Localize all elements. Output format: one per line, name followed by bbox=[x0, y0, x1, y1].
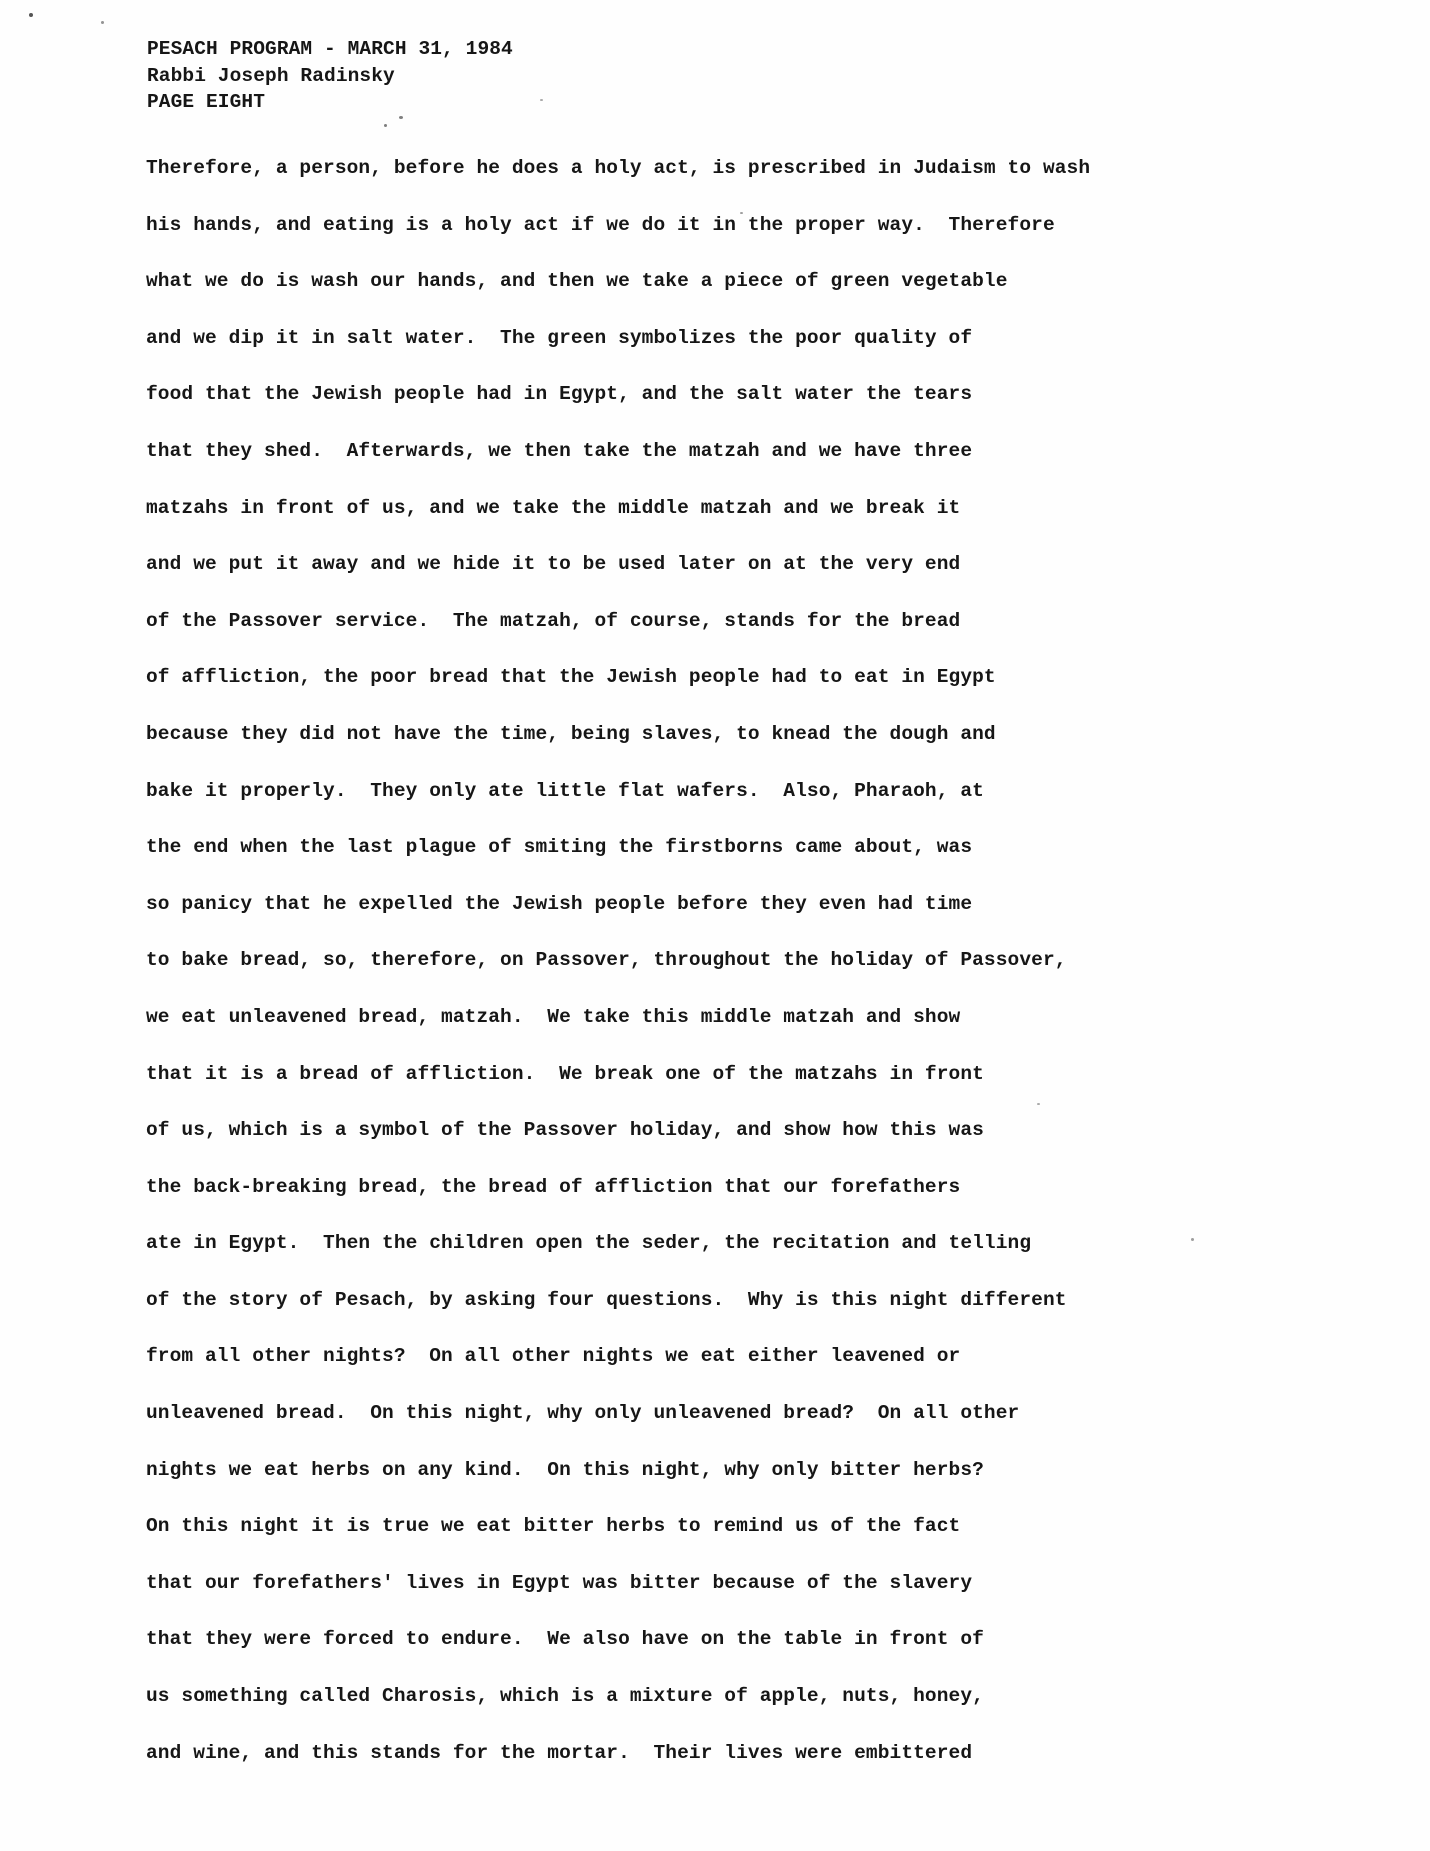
text-line: matzahs in front of us, and we take the middle matzah and we break it bbox=[146, 496, 961, 519]
text-line: the end when the last plague of smiting the firstborns came about, was bbox=[146, 836, 973, 859]
scan-artifact bbox=[101, 21, 104, 24]
text-line: of the story of Pesach, by asking four questions. Why is this night different bbox=[146, 1288, 1067, 1311]
text-line: bake it properly. They only ate little flat wafers. Also, Pharaoh, at bbox=[146, 779, 984, 802]
text-line: unleavened bread. On this night, why only unleavened bread? On all other bbox=[146, 1402, 1020, 1425]
text-line: from all other nights? On all other nights we eat either leavened or bbox=[146, 1345, 961, 1368]
text-line: that it is a bread of affliction. We break one of the matzahs in front bbox=[146, 1062, 984, 1085]
text-line: we eat unleavened bread, matzah. We take this middle matzah and show bbox=[146, 1005, 961, 1028]
header-page-number: PAGE EIGHT bbox=[147, 91, 266, 113]
text-line: to bake bread, so, therefore, on Passover, throughout the holiday of Passover, bbox=[146, 949, 1067, 972]
text-line: and we dip it in salt water. The green symbolizes the poor quality of bbox=[146, 326, 973, 349]
text-line: of us, which is a symbol of the Passover holiday, and show how this was bbox=[146, 1119, 984, 1142]
scan-artifact bbox=[384, 124, 387, 127]
text-line: and we put it away and we hide it to be used later on at the very end bbox=[146, 553, 961, 576]
text-line: and wine, and this stands for the mortar. Their lives were embittered bbox=[146, 1741, 973, 1764]
scan-artifact bbox=[740, 212, 743, 214]
text-line: ate in Egypt. Then the children open the seder, the recitation and telling bbox=[146, 1232, 1032, 1255]
header-title: PESACH PROGRAM - MARCH 31, 1984 bbox=[147, 38, 513, 60]
scan-artifact bbox=[1037, 1103, 1040, 1105]
text-line: what we do is wash our hands, and then we take a piece of green vegetable bbox=[146, 270, 1008, 293]
scan-artifact bbox=[540, 99, 543, 101]
text-line: On this night it is true we eat bitter herbs to remind us of the fact bbox=[146, 1515, 961, 1538]
text-line: that they were forced to endure. We also have on the table in front of bbox=[146, 1628, 984, 1651]
document-header bbox=[147, 36, 513, 116]
text-line: Therefore, a person, before he does a holy act, is prescribed in Judaism to wash bbox=[146, 157, 1091, 179]
text-line: nights we eat herbs on any kind. On this night, why only bitter herbs? bbox=[146, 1458, 984, 1481]
text-line: his hands, and eating is a holy act if we do it in the proper way. Therefore bbox=[146, 213, 1055, 236]
scan-artifact bbox=[399, 116, 403, 119]
scan-artifact bbox=[29, 13, 33, 17]
text-line: because they did not have the time, being slaves, to knead the dough and bbox=[146, 722, 996, 745]
text-line: us something called Charosis, which is a mixture of apple, nuts, honey, bbox=[146, 1685, 984, 1708]
text-line: food that the Jewish people had in Egypt, and the salt water the tears bbox=[146, 383, 973, 406]
text-line: the back-breaking bread, the bread of affliction that our forefathers bbox=[146, 1175, 961, 1198]
header-author: Rabbi Joseph Radinsky bbox=[147, 64, 395, 87]
text-line: that they shed. Afterwards, we then take the matzah and we have three bbox=[146, 439, 973, 462]
text-line: of the Passover service. The matzah, of course, stands for the bread bbox=[146, 609, 961, 632]
text-line: that our forefathers' lives in Egypt was bitter because of the slavery bbox=[146, 1571, 973, 1594]
text-line: of affliction, the poor bread that the Jewish people had to eat in Egypt bbox=[146, 666, 996, 689]
scan-artifact bbox=[1191, 1238, 1194, 1241]
body-text bbox=[146, 140, 1090, 1781]
text-line: so panicy that he expelled the Jewish people before they even had time bbox=[146, 892, 973, 915]
